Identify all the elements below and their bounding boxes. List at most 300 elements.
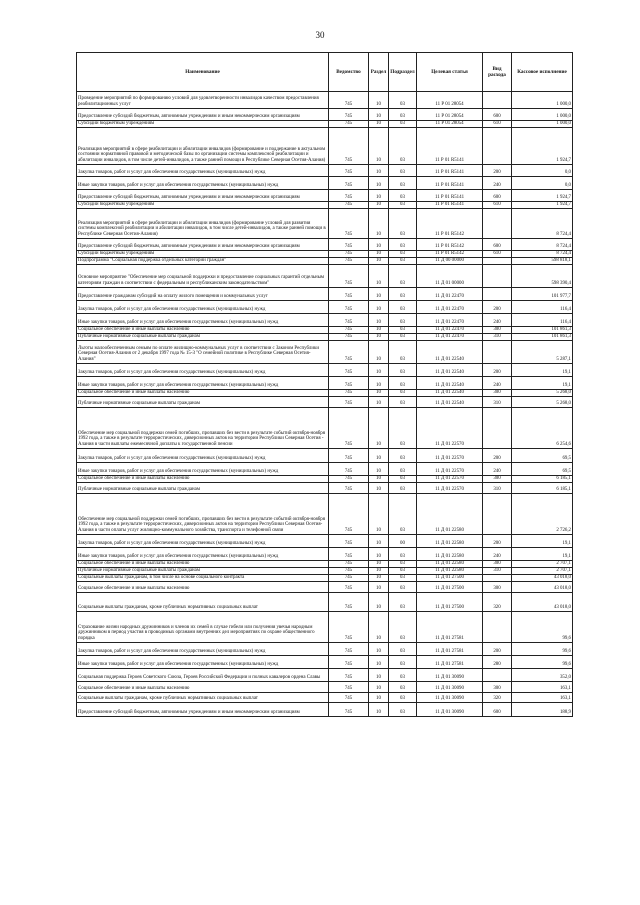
header-target-article: Целевая статья	[417, 53, 483, 92]
table-row	[77, 92, 573, 109]
row-ministry-cell: 745	[329, 364, 369, 377]
row-ministry-cell: 745	[329, 327, 369, 334]
row-cash-execution-cell: 2 707,1	[512, 568, 573, 575]
row-expense-type-cell: 300	[483, 476, 512, 483]
row-ministry-cell: 745	[329, 202, 369, 209]
row-subsection-cell: 03	[389, 568, 417, 575]
row-subsection-cell: 03	[389, 476, 417, 483]
row-section-cell: 10	[369, 494, 389, 535]
row-section-cell: 10	[369, 593, 389, 612]
row-name-cell: Предоставление субсидий бюджетным, автономным учреждениям и иным некоммерческим организациям	[77, 703, 329, 717]
row-cash-execution-cell: 163,1	[512, 682, 573, 693]
row-expense-type-cell: 320	[483, 593, 512, 612]
table-row	[77, 209, 573, 239]
row-subsection-cell: 03	[389, 483, 417, 494]
row-section-cell: 10	[369, 703, 389, 717]
row-section-cell: 10	[369, 548, 389, 561]
row-name-cell: Обеспечение мер социальной поддержки семей погибших, пропавших без вести в результате событий октября-ноября 1992 года, а также в результате террористических, диверсионных актов на территории Республики Северная Осетия-Алания в части оплаты услуг жилищно-коммунального хозяйства, транспорта и телефонной связи	[77, 494, 329, 535]
row-name-cell: Публичные нормативные социальные выплаты гражданам	[77, 483, 329, 494]
row-expense-type-cell: 600	[483, 703, 512, 717]
row-section-cell: 10	[369, 377, 389, 390]
row-subsection-cell: 03	[389, 612, 417, 643]
row-expense-type-cell	[483, 612, 512, 643]
row-section-cell: 10	[369, 476, 389, 483]
table-row	[77, 301, 573, 314]
row-subsection-cell: 03	[389, 301, 417, 314]
table-row	[77, 476, 573, 483]
row-ministry-cell: 745	[329, 561, 369, 568]
row-target-article-cell: 11 Д 01 22540	[417, 364, 483, 377]
row-section-cell: 10	[369, 656, 389, 669]
row-subsection-cell: 03	[389, 643, 417, 656]
row-section-cell: 10	[369, 190, 389, 202]
table-row	[77, 593, 573, 612]
row-name-cell: Подпрограмма "Социальная поддержка отдельных категорий граждан"	[77, 258, 329, 265]
row-section-cell: 10	[369, 202, 389, 209]
row-cash-execution-cell: 1 924,7	[512, 202, 573, 209]
row-ministry-cell: 745	[329, 301, 369, 314]
row-expense-type-cell: 200	[483, 449, 512, 463]
row-target-article-cell: 11 Д 01 22470	[417, 301, 483, 314]
table-row	[77, 202, 573, 209]
row-subsection-cell: 03	[389, 109, 417, 121]
row-name-cell: Социальное обеспечение и иные выплаты населению	[77, 582, 329, 593]
row-section-cell: 10	[369, 575, 389, 582]
row-target-article-cell: 11 Д 01 22570	[417, 476, 483, 483]
row-target-article-cell: 11 Д 01 30090	[417, 693, 483, 703]
row-expense-type-cell	[483, 92, 512, 109]
row-target-article-cell: 11 Д 01 27500	[417, 582, 483, 593]
row-name-cell: Публичные нормативные социальные выплаты гражданам	[77, 568, 329, 575]
row-section-cell: 10	[369, 258, 389, 265]
row-target-article-cell: 11 Д 01 22580	[417, 494, 483, 535]
table-row	[77, 483, 573, 494]
row-target-article-cell: 11 Р 01 28054	[417, 92, 483, 109]
row-target-article-cell: 11 Д 01 22570	[417, 463, 483, 476]
row-target-article-cell: 11 Р 01 R5141	[417, 165, 483, 177]
row-ministry-cell: 745	[329, 535, 369, 548]
row-expense-type-cell: 310	[483, 483, 512, 494]
row-cash-execution-cell: 352,0	[512, 669, 573, 682]
row-name-cell: Иные закупки товаров, работ и услуг для обеспечения государственных (муниципальных) нужд	[77, 548, 329, 561]
row-target-article-cell: 11 Д 01 27581	[417, 643, 483, 656]
row-subsection-cell: 03	[389, 682, 417, 693]
table-row	[77, 612, 573, 643]
table-row	[77, 463, 573, 476]
row-name-cell: Предоставление субсидий бюджетным, автономным учреждениям и иным некоммерческим организациям	[77, 190, 329, 202]
row-expense-type-cell: 610	[483, 121, 512, 128]
row-cash-execution-cell: 6 185,1	[512, 483, 573, 494]
row-name-cell: Социальное обеспечение и иные выплаты населению	[77, 476, 329, 483]
row-ministry-cell: 745	[329, 334, 369, 341]
row-target-article-cell: 11 Д 01 27581	[417, 612, 483, 643]
row-cash-execution-cell: 99,6	[512, 656, 573, 669]
row-ministry-cell: 745	[329, 128, 369, 165]
row-cash-execution-cell: 598 390,4	[512, 265, 573, 288]
row-subsection-cell: 03	[389, 582, 417, 593]
row-ministry-cell: 745	[329, 314, 369, 327]
row-subsection-cell: 03	[389, 377, 417, 390]
row-ministry-cell: 745	[329, 258, 369, 265]
row-cash-execution-cell: 19,1	[512, 377, 573, 390]
row-name-cell: Социальное обеспечение и иные выплаты населению	[77, 682, 329, 693]
table-row	[77, 314, 573, 327]
row-subsection-cell: 03	[389, 703, 417, 717]
header-section: Раздел	[369, 53, 389, 92]
row-section-cell: 10	[369, 341, 389, 364]
row-section-cell: 10	[369, 390, 389, 397]
row-section-cell: 10	[369, 408, 389, 449]
row-name-cell: Социальное обеспечение и иные выплаты населению	[77, 390, 329, 397]
row-subsection-cell: 03	[389, 494, 417, 535]
row-target-article-cell: 11 Д 01 22580	[417, 561, 483, 568]
row-ministry-cell: 745	[329, 703, 369, 717]
row-cash-execution-cell: 99,6	[512, 643, 573, 656]
row-ministry-cell: 745	[329, 397, 369, 408]
row-subsection-cell: 03	[389, 397, 417, 408]
row-target-article-cell: 11 Д 01 22540	[417, 341, 483, 364]
row-cash-execution-cell: 1 924,7	[512, 128, 573, 165]
row-section-cell: 10	[369, 483, 389, 494]
row-section-cell: 10	[369, 165, 389, 177]
table-row	[77, 251, 573, 258]
row-ministry-cell: 745	[329, 643, 369, 656]
header-ministry: Ведомство	[329, 53, 369, 92]
header-name: Наименование	[77, 53, 329, 92]
table-row	[77, 535, 573, 548]
table-row	[77, 109, 573, 121]
row-cash-execution-cell: 101 861,3	[512, 334, 573, 341]
row-name-cell: Предоставление субсидий бюджетным, автономным учреждениям и иным некоммерческим организациям	[77, 109, 329, 121]
row-target-article-cell: 11 Д 01 22470	[417, 288, 483, 301]
row-subsection-cell: 03	[389, 561, 417, 568]
row-ministry-cell: 745	[329, 494, 369, 535]
row-section-cell: 10	[369, 327, 389, 334]
row-ministry-cell: 745	[329, 693, 369, 703]
row-name-cell: Реализация мероприятий в сфере реабилитации и абилитации инвалидов (формирование и поддержание в актуальном состоянии нормативной правовой и методической базы по организации системы комплексной реабилитации и абилитации инвалидов, в том числе детей-инвалидов, а также ранней помощи в Республике Северная Осетия-Алания)	[77, 128, 329, 165]
row-section-cell: 10	[369, 561, 389, 568]
row-target-article-cell: 11 Д 01 22580	[417, 568, 483, 575]
table-row	[77, 258, 573, 265]
row-target-article-cell: 11 Д 01 22570	[417, 408, 483, 449]
row-target-article-cell: 11 Р 01 R5142	[417, 251, 483, 258]
row-expense-type-cell: 300	[483, 561, 512, 568]
row-target-article-cell: 11 Д 01 22540	[417, 397, 483, 408]
table-row	[77, 327, 573, 334]
row-subsection-cell: 03	[389, 669, 417, 682]
row-cash-execution-cell: 69,5	[512, 449, 573, 463]
row-ministry-cell: 745	[329, 92, 369, 109]
row-ministry-cell: 745	[329, 265, 369, 288]
row-expense-type-cell	[483, 408, 512, 449]
row-ministry-cell: 745	[329, 121, 369, 128]
table-row	[77, 265, 573, 288]
row-cash-execution-cell: 0,0	[512, 165, 573, 177]
row-name-cell: Закупка товаров, работ и услуг для обеспечения государственных (муниципальных) нужд	[77, 165, 329, 177]
row-cash-execution-cell: 5 268,0	[512, 397, 573, 408]
row-name-cell: Льготы малообеспеченным семьям по оплате жилищно-коммунальных услуг в соответствии с Законом Республики Северная Осетия-Алания от 2 декабря 1997 года № 15-З "О семейной политике в Республике Северная Осетия-Алания"	[77, 341, 329, 364]
row-cash-execution-cell: 19,1	[512, 548, 573, 561]
row-name-cell: Закупка товаров, работ и услуг для обеспечения государственных (муниципальных) нужд	[77, 449, 329, 463]
row-expense-type-cell: 600	[483, 239, 512, 251]
row-name-cell: Предоставление гражданам субсидий на оплату жилого помещения и коммунальных услуг	[77, 288, 329, 301]
row-expense-type-cell	[483, 209, 512, 239]
row-expense-type-cell: 200	[483, 643, 512, 656]
row-cash-execution-cell: 19,1	[512, 535, 573, 548]
row-ministry-cell: 745	[329, 476, 369, 483]
row-expense-type-cell: 300	[483, 582, 512, 593]
row-name-cell: Публичные нормативные социальные выплаты гражданам	[77, 397, 329, 408]
row-subsection-cell: 03	[389, 239, 417, 251]
row-expense-type-cell: 610	[483, 251, 512, 258]
row-subsection-cell: 03	[389, 593, 417, 612]
table-body	[77, 92, 573, 717]
row-name-cell: Предоставление субсидий бюджетным, автономным учреждениям и иным некоммерческим организациям	[77, 239, 329, 251]
row-ministry-cell: 745	[329, 341, 369, 364]
row-name-cell: Социальное обеспечение и иные выплаты населению	[77, 327, 329, 334]
row-section-cell: 10	[369, 643, 389, 656]
row-target-article-cell: 11 Д 01 22580	[417, 535, 483, 548]
row-expense-type-cell	[483, 341, 512, 364]
table-row	[77, 239, 573, 251]
row-section-cell: 10	[369, 288, 389, 301]
table-row	[77, 643, 573, 656]
row-expense-type-cell: 240	[483, 377, 512, 390]
row-target-article-cell: 11 Д 01 22540	[417, 377, 483, 390]
row-name-cell: Социальные выплаты гражданам, в том числе на основе социального контракта	[77, 575, 329, 582]
table-row	[77, 341, 573, 364]
row-name-cell: Субсидии бюджетным учреждениям	[77, 251, 329, 258]
row-section-cell: 10	[369, 682, 389, 693]
row-target-article-cell: 11 Д 01 00000	[417, 265, 483, 288]
row-expense-type-cell: 200	[483, 535, 512, 548]
row-ministry-cell: 745	[329, 548, 369, 561]
row-expense-type-cell: 240	[483, 177, 512, 190]
row-target-article-cell: 11 Д 01 30090	[417, 703, 483, 717]
row-section-cell: 10	[369, 301, 389, 314]
row-subsection-cell: 03	[389, 92, 417, 109]
row-subsection-cell: 03	[389, 327, 417, 334]
row-subsection-cell: 03	[389, 334, 417, 341]
row-ministry-cell: 745	[329, 251, 369, 258]
row-name-cell: Субсидии бюджетным учреждениям	[77, 121, 329, 128]
row-ministry-cell: 745	[329, 390, 369, 397]
row-name-cell: Проведение мероприятий по формированию условий для удовлетворенности инвалидов качеством предоставления реабилитационных услуг	[77, 92, 329, 109]
row-ministry-cell: 745	[329, 483, 369, 494]
row-subsection-cell: 03	[389, 165, 417, 177]
row-section-cell: 10	[369, 314, 389, 327]
row-cash-execution-cell: 6 254,6	[512, 408, 573, 449]
header-cash-execution: Кассовое исполнение	[512, 53, 573, 92]
row-target-article-cell: 11 Д 01 22540	[417, 390, 483, 397]
row-cash-execution-cell: 5 268,0	[512, 390, 573, 397]
row-cash-execution-cell: 1 000,0	[512, 92, 573, 109]
row-target-article-cell: 11 Д 01 30090	[417, 682, 483, 693]
row-ministry-cell: 745	[329, 682, 369, 693]
row-name-cell: Закупка товаров, работ и услуг для обеспечения государственных (муниципальных) нужд	[77, 364, 329, 377]
row-target-article-cell: 11 Д 01 27500	[417, 593, 483, 612]
row-section-cell: 10	[369, 693, 389, 703]
row-expense-type-cell: 240	[483, 548, 512, 561]
row-subsection-cell: 03	[389, 251, 417, 258]
row-cash-execution-cell: 163,1	[512, 693, 573, 703]
row-subsection-cell: 03	[389, 575, 417, 582]
row-target-article-cell: 11 Д 01 27581	[417, 656, 483, 669]
row-subsection-cell: 03	[389, 463, 417, 476]
row-expense-type-cell: 280	[483, 656, 512, 669]
row-section-cell: 10	[369, 364, 389, 377]
row-name-cell: Закупка товаров, работ и услуг для обеспечения государственных (муниципальных) нужд	[77, 643, 329, 656]
table-header-row	[77, 53, 573, 92]
row-cash-execution-cell: 2 726,2	[512, 494, 573, 535]
table-row	[77, 334, 573, 341]
row-ministry-cell: 745	[329, 165, 369, 177]
row-cash-execution-cell: 116,4	[512, 301, 573, 314]
table-row	[77, 582, 573, 593]
row-ministry-cell: 745	[329, 612, 369, 643]
row-ministry-cell: 745	[329, 239, 369, 251]
row-cash-execution-cell: 101 861,3	[512, 327, 573, 334]
row-subsection-cell: 00	[389, 535, 417, 548]
row-section-cell: 10	[369, 209, 389, 239]
row-target-article-cell: 11 Д 01 30090	[417, 669, 483, 682]
row-target-article-cell: 11 Р 01 R5142	[417, 209, 483, 239]
table-row	[77, 408, 573, 449]
row-target-article-cell: 11 Д 01 22470	[417, 327, 483, 334]
row-section-cell: 10	[369, 239, 389, 251]
row-subsection-cell: 03	[389, 341, 417, 364]
row-subsection-cell: 03	[389, 258, 417, 265]
row-name-cell: Иные закупки товаров, работ и услуг для обеспечения государственных (муниципальных) нужд	[77, 656, 329, 669]
row-ministry-cell: 745	[329, 449, 369, 463]
row-section-cell: 10	[369, 121, 389, 128]
row-name-cell: Обеспечение мер социальной поддержки семей погибших, пропавших без вести в результате событий октября-ноября 1992 года, а также в результате террористических, диверсионных актов на территории Республики Северная Осетия - Алания в части выплаты ежемесячной доплаты к государственной пенсии	[77, 408, 329, 449]
row-subsection-cell: 03	[389, 288, 417, 301]
row-subsection-cell: 03	[389, 202, 417, 209]
row-ministry-cell: 745	[329, 656, 369, 669]
row-cash-execution-cell: 598 818,1	[512, 258, 573, 265]
row-ministry-cell: 745	[329, 582, 369, 593]
table-row	[77, 682, 573, 693]
row-ministry-cell: 745	[329, 575, 369, 582]
row-target-article-cell: 11 Д 01 22570	[417, 449, 483, 463]
row-target-article-cell: 11 Р 01 R5141	[417, 177, 483, 190]
row-name-cell: Основное мероприятие "Обеспечение мер социальной поддержки и предоставление социальных гарантий отдельным категориям граждан в соответствии с федеральным и республиканским законодательством"	[77, 265, 329, 288]
row-section-cell: 10	[369, 582, 389, 593]
table-row	[77, 177, 573, 190]
row-subsection-cell: 03	[389, 548, 417, 561]
row-cash-execution-cell: 43 018,0	[512, 582, 573, 593]
row-expense-type-cell: 240	[483, 314, 512, 327]
row-subsection-cell: 03	[389, 408, 417, 449]
row-expense-type-cell	[483, 494, 512, 535]
row-section-cell: 10	[369, 612, 389, 643]
row-expense-type-cell: 320	[483, 693, 512, 703]
budget-execution-table	[76, 52, 573, 717]
table-row	[77, 568, 573, 575]
row-subsection-cell: 03	[389, 128, 417, 165]
row-target-article-cell: 11 Д 00 00000	[417, 258, 483, 265]
table-row	[77, 656, 573, 669]
row-cash-execution-cell: 1 000,0	[512, 109, 573, 121]
row-subsection-cell: 03	[389, 209, 417, 239]
row-expense-type-cell: 300	[483, 390, 512, 397]
row-section-cell: 10	[369, 568, 389, 575]
header-subsection: Подраздел	[389, 53, 417, 92]
row-name-cell: Социальная поддержка Героев Советского Союза, Героев Российской Федерации и полных кавалеров ордена Славы	[77, 669, 329, 682]
row-section-cell: 10	[369, 109, 389, 121]
table-row	[77, 121, 573, 128]
row-expense-type-cell: 610	[483, 202, 512, 209]
row-section-cell: 10	[369, 449, 389, 463]
row-section-cell: 10	[369, 92, 389, 109]
row-target-article-cell: 11 Д 01 22570	[417, 483, 483, 494]
row-target-article-cell: 11 Р 01 28054	[417, 109, 483, 121]
row-cash-execution-cell: 19,1	[512, 364, 573, 377]
row-subsection-cell: 03	[389, 390, 417, 397]
table-row	[77, 494, 573, 535]
row-expense-type-cell: 200	[483, 301, 512, 314]
row-name-cell: Иные закупки товаров, работ и услуг для обеспечения государственных (муниципальных) нужд	[77, 377, 329, 390]
row-subsection-cell: 03	[389, 314, 417, 327]
row-name-cell: Закупка товаров, работ и услуг для обеспечения государственных (муниципальных) нужд	[77, 535, 329, 548]
row-cash-execution-cell: 43 018,0	[512, 593, 573, 612]
row-target-article-cell: 11 Р 01 R5141	[417, 190, 483, 202]
row-expense-type-cell: 200	[483, 165, 512, 177]
row-expense-type-cell: 240	[483, 463, 512, 476]
row-ministry-cell: 745	[329, 288, 369, 301]
table-row	[77, 561, 573, 568]
table-row	[77, 669, 573, 682]
row-target-article-cell: 11 Р 01 R5141	[417, 202, 483, 209]
row-expense-type-cell	[483, 288, 512, 301]
row-name-cell: Страхование жизни народных дружинников и членов их семей в случае гибели или получения увечья народным дружинником в период участия в проводимых органами внутренних дел мероприятиях по охране общественного порядка	[77, 612, 329, 643]
table-row	[77, 548, 573, 561]
row-cash-execution-cell: 6 185,1	[512, 476, 573, 483]
row-expense-type-cell	[483, 258, 512, 265]
row-subsection-cell: 03	[389, 449, 417, 463]
row-expense-type-cell: 300	[483, 327, 512, 334]
row-name-cell: Реализация мероприятий в сфере реабилитации и абилитации инвалидов (формирование условий для развития системы комплексной реабилитации и абилитации инвалидов, в том числе детей-инвалидов, а также ранней помощи в Республике Северная Осетия-Алания)	[77, 209, 329, 239]
table-row	[77, 288, 573, 301]
row-cash-execution-cell: 69,5	[512, 463, 573, 476]
row-cash-execution-cell: 43 018,0	[512, 575, 573, 582]
table-row	[77, 449, 573, 463]
table-row	[77, 397, 573, 408]
row-ministry-cell: 745	[329, 109, 369, 121]
row-cash-execution-cell: 8 724,4	[512, 209, 573, 239]
row-ministry-cell: 745	[329, 568, 369, 575]
table-row	[77, 364, 573, 377]
row-name-cell: Социальные выплаты гражданам, кроме публичных нормативных социальных выплат	[77, 593, 329, 612]
header-expense-type: Вид расхода	[483, 53, 512, 92]
table-row	[77, 165, 573, 177]
row-expense-type-cell	[483, 128, 512, 165]
page-number: 30	[315, 30, 325, 40]
row-subsection-cell: 03	[389, 656, 417, 669]
table-row	[77, 190, 573, 202]
row-subsection-cell: 03	[389, 265, 417, 288]
row-ministry-cell: 745	[329, 463, 369, 476]
table-row	[77, 377, 573, 390]
row-subsection-cell: 03	[389, 190, 417, 202]
row-section-cell: 10	[369, 669, 389, 682]
row-section-cell: 10	[369, 251, 389, 258]
row-expense-type-cell: 200	[483, 364, 512, 377]
table-row	[77, 703, 573, 717]
row-target-article-cell: 11 Р 01 R5142	[417, 239, 483, 251]
row-ministry-cell: 745	[329, 669, 369, 682]
